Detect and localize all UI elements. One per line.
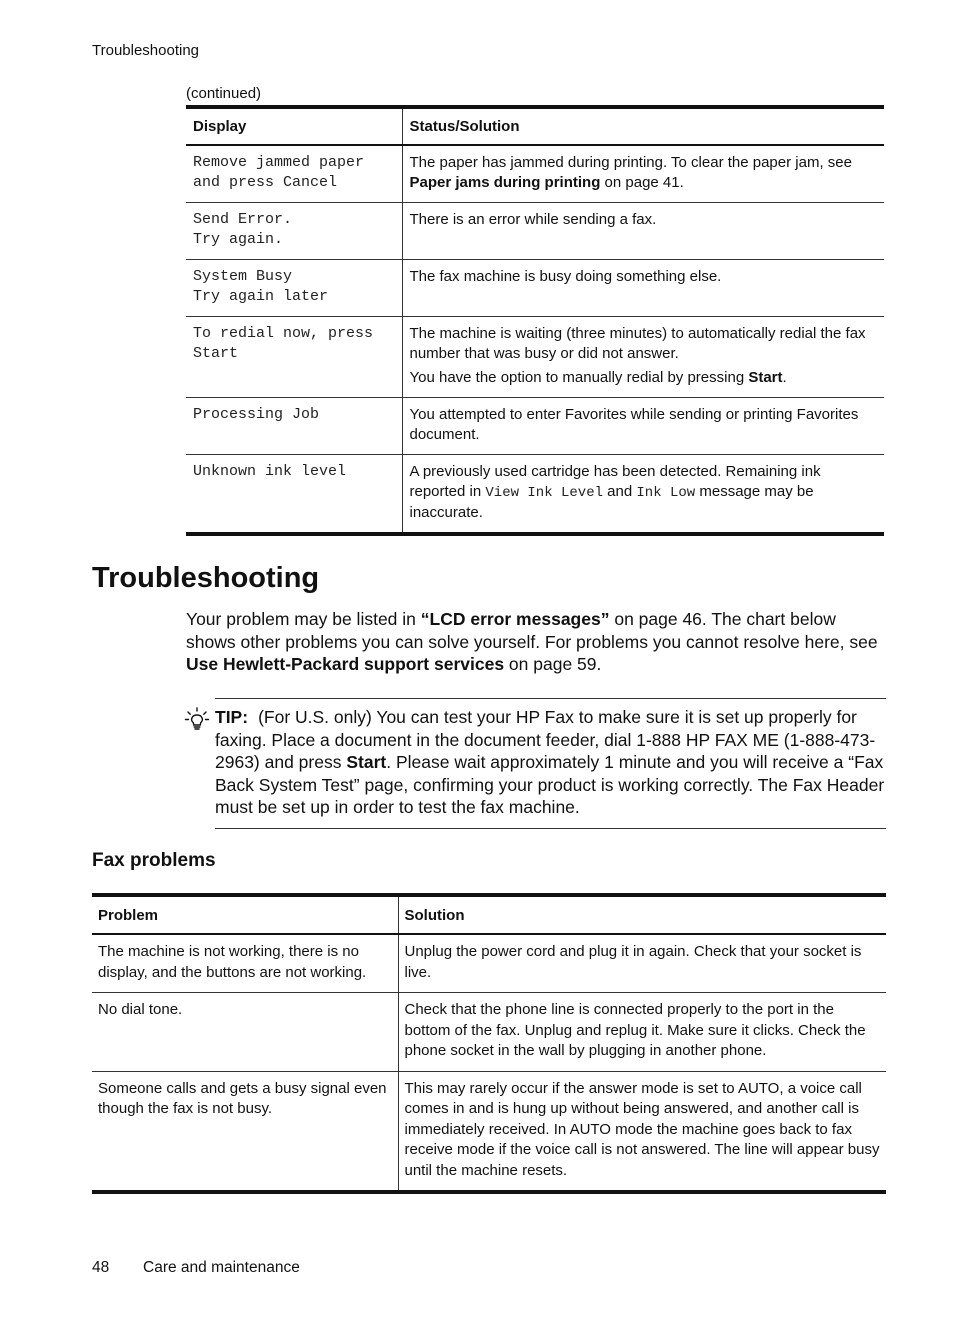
intro-text: Your problem may be listed in — [186, 609, 421, 629]
display-message — [186, 398, 402, 455]
intro-text: on page 59. — [504, 654, 602, 674]
table-header-row — [92, 895, 886, 934]
subsection-heading: Fax problems — [92, 850, 216, 871]
solution-text: There is an error while sending a fax. — [409, 211, 657, 228]
solution-cell: Check that the phone line is connected properly to the port in the bottom of the fax. Unplug and replug it. Make sure it clicks. Check the phone socket in the wall by plugging in another phone. — [398, 993, 886, 1072]
lcd-messages-table — [186, 105, 884, 536]
display-line: Try again. — [193, 231, 284, 248]
status-solution — [402, 398, 884, 455]
solution-text: and — [603, 483, 637, 500]
table-row — [186, 317, 884, 398]
status-solution — [402, 145, 884, 203]
solution-text: You have the option to manually redial by pressing — [409, 369, 749, 386]
status-solution — [402, 260, 884, 317]
display-line: To redial now, press — [193, 325, 374, 342]
column-header-problem: Problem — [92, 895, 398, 934]
solution-text: . — [782, 369, 787, 386]
tip-divider-top — [215, 698, 886, 699]
lcd-errors-link[interactable]: “LCD error messages” — [420, 609, 610, 629]
table-row — [186, 455, 884, 535]
table-row — [92, 993, 886, 1072]
inline-code: Ink Low — [636, 485, 696, 501]
display-line: Processing Job — [193, 406, 320, 423]
table-row — [186, 145, 884, 203]
solution-cell: This may rarely occur if the answer mode is set to AUTO, a voice call comes in and is hung up without being answered, and another call is immediately received. In AUTO mode the machine goes back to fax receive mode if the voice call is not answered. The line will appear busy until the machine resets. — [398, 1071, 886, 1192]
running-header: Troubleshooting — [92, 42, 200, 59]
table-row — [92, 1071, 886, 1192]
table-row — [186, 203, 884, 260]
status-solution — [402, 317, 884, 398]
page-number: 48 — [92, 1259, 110, 1276]
column-header-status: Status/Solution — [402, 107, 884, 145]
display-line: Try again later — [193, 288, 329, 305]
start-key-name: Start — [748, 369, 783, 386]
display-message — [186, 145, 402, 203]
fax-problems-table — [92, 893, 886, 1194]
solution-cell: Unplug the power cord and plug it in again. Check that your socket is live. — [404, 943, 862, 981]
lightbulb-icon — [184, 706, 210, 732]
status-solution — [402, 203, 884, 260]
solution-text: message may be inaccurate. — [409, 483, 814, 521]
tip-label: TIP: — [215, 707, 249, 727]
solution-text: A previously used cartridge has been detected. Remaining ink reported in — [409, 463, 821, 500]
tip-divider-bottom — [215, 828, 886, 829]
section-heading: Troubleshooting — [92, 562, 320, 594]
footer-section-name: Care and maintenance — [143, 1259, 300, 1276]
intro-text: on page 46. The chart below shows other problems you can solve yourself. For problems you cannot resolve here, see — [186, 609, 878, 652]
tip-text: . Please wait approximately 1 minute and you will receive a “Fax Back System Test” page, confirming your product is working correctly. The Fax Header must be set up in order to test the fax machine. — [215, 752, 885, 817]
column-header-solution: Solution — [398, 895, 886, 934]
problem-cell: The machine is not working, there is no display, and the buttons are not working. — [92, 934, 398, 993]
display-message — [186, 455, 402, 535]
status-solution — [402, 455, 884, 535]
solution-text: The paper has jammed during printing. To clear the paper jam, see — [409, 154, 852, 171]
table-row — [186, 398, 884, 455]
display-line: Remove jammed paper — [193, 154, 365, 171]
display-message — [186, 317, 402, 398]
tip-text: (For U.S. only) You can test your HP Fax to make sure it is set up properly for faxing. Place a document in the document feeder, dial 1-888 HP FAX ME (1-888-473-2963) and press — [215, 707, 876, 772]
display-line: System Busy — [193, 268, 293, 285]
intro-paragraph — [186, 608, 886, 676]
display-line: Send Error. — [193, 211, 293, 228]
table-header-row — [186, 107, 884, 145]
display-line: Start — [193, 345, 239, 362]
column-header-display: Display — [186, 107, 402, 145]
inline-code: View Ink Level — [485, 485, 604, 501]
solution-text: The fax machine is busy doing something else. — [409, 268, 722, 285]
start-key-name: Start — [346, 752, 387, 772]
solution-text: on page 41. — [600, 174, 684, 191]
table-row — [186, 260, 884, 317]
display-message — [186, 260, 402, 317]
continued-label: (continued) — [186, 85, 262, 102]
display-message — [186, 203, 402, 260]
table-row — [92, 934, 886, 993]
solution-text: The machine is waiting (three minutes) to automatically redial the fax number that was busy or did not answer. — [409, 325, 866, 362]
hp-support-link[interactable]: Use Hewlett-Packard support services — [186, 654, 505, 674]
cross-reference-link[interactable]: Paper jams during printing — [409, 174, 601, 191]
problem-cell: Someone calls and gets a busy signal even though the fax is not busy. — [92, 1071, 398, 1192]
display-line: Unknown ink level — [193, 463, 347, 480]
display-line: and press Cancel — [193, 174, 338, 191]
tip-box — [215, 706, 886, 819]
solution-text: You attempted to enter Favorites while sending or printing Favorites document. — [409, 406, 859, 443]
problem-cell: No dial tone. — [92, 993, 398, 1072]
